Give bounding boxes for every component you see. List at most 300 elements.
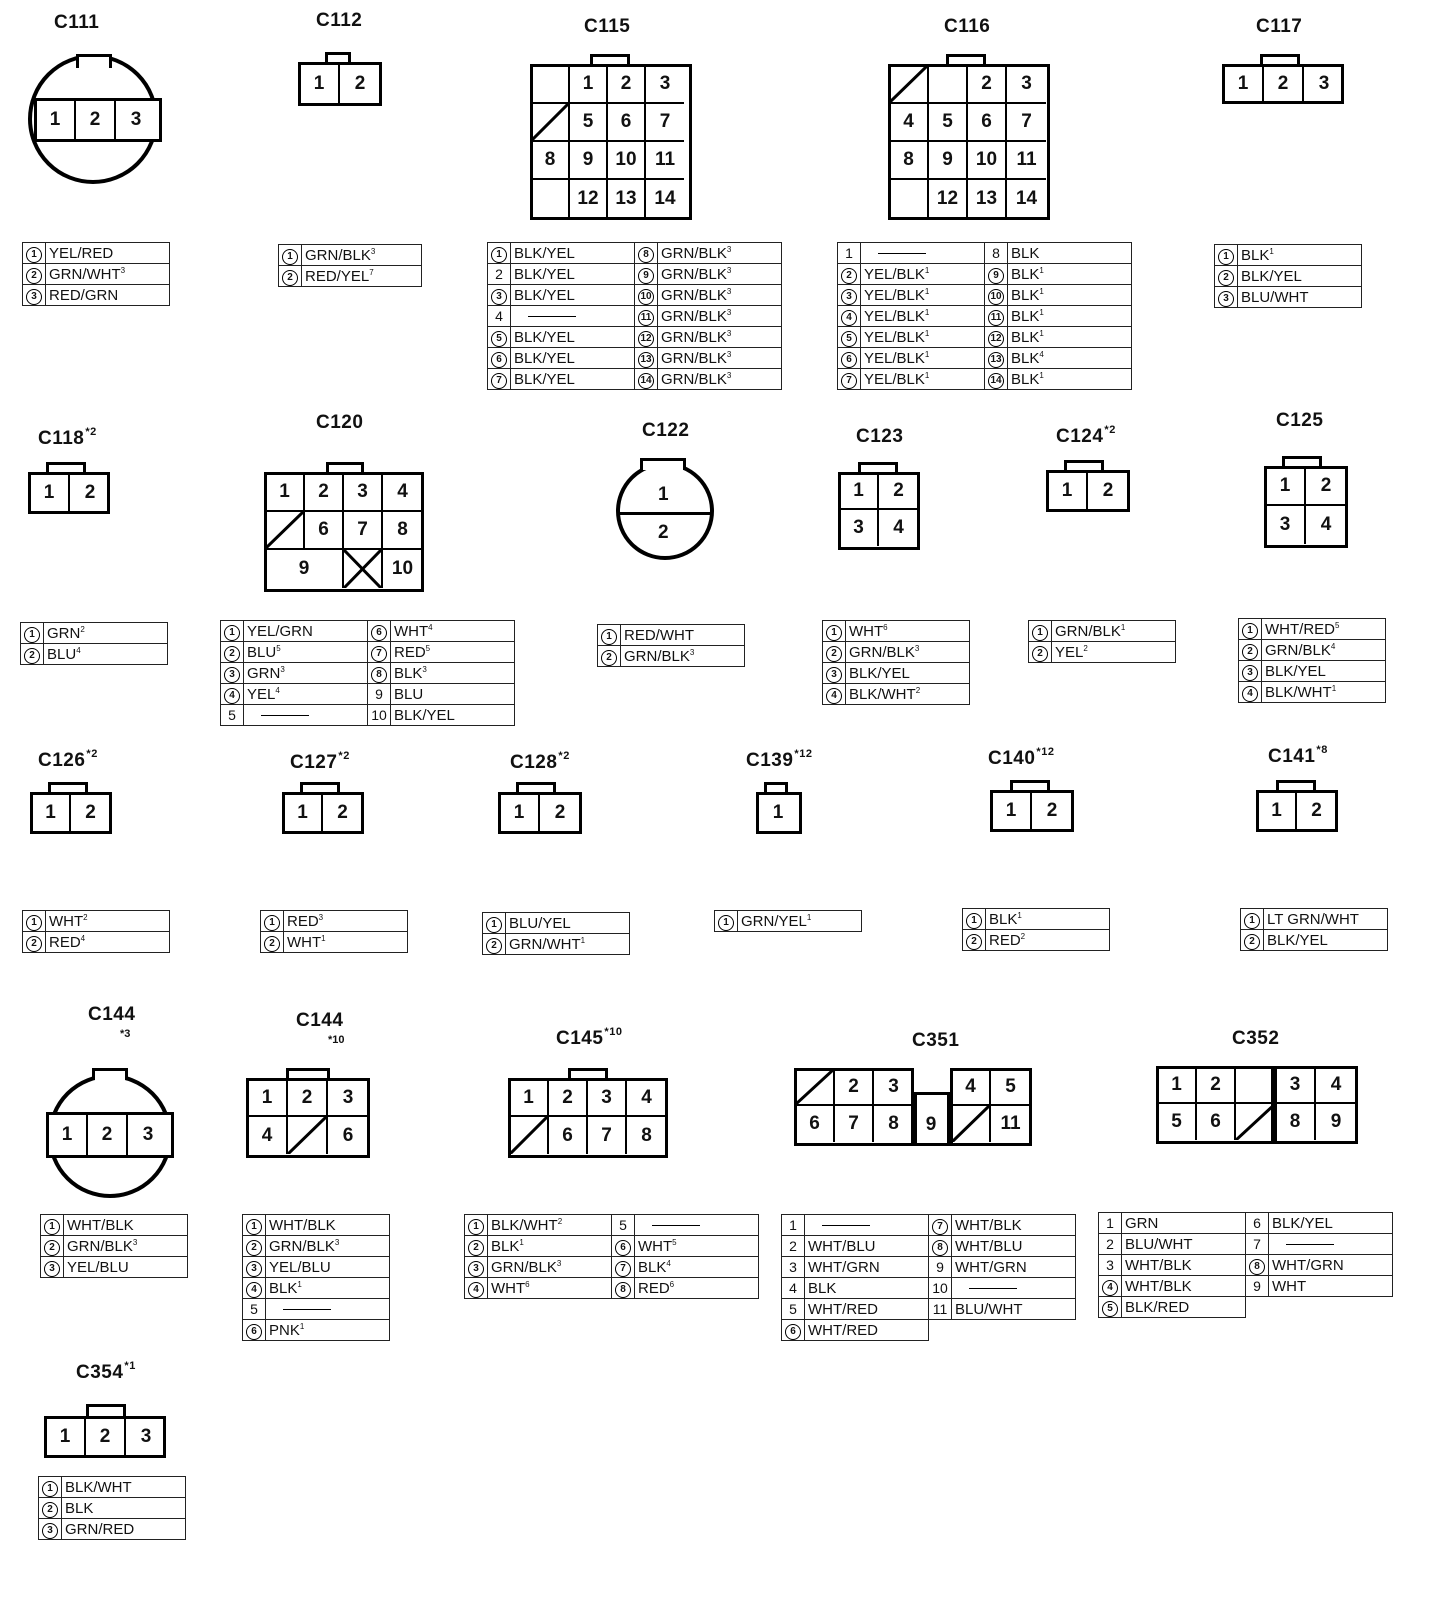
- wire-color-table: [242, 1214, 390, 1341]
- wire-color: WHT/BLK: [1122, 1255, 1246, 1276]
- pin-number: 3: [41, 1257, 64, 1278]
- pin-cavity: 10: [968, 142, 1007, 180]
- connector-note: *2: [558, 750, 570, 762]
- pin-cavity: 2: [354, 73, 366, 94]
- pin-number: 1: [488, 243, 511, 264]
- pin-number: 3: [23, 285, 46, 306]
- connector-note: *2: [86, 748, 98, 760]
- pin-number: 1: [23, 243, 46, 264]
- connector-face: [30, 474, 110, 512]
- pin-cavity: 1: [992, 792, 1032, 830]
- wire-color: BLU/WHT: [1238, 287, 1362, 308]
- wire-color: BLK$^1$: [1008, 306, 1132, 327]
- wire-color: YEL/BLK$^1$: [861, 327, 985, 348]
- pin-cavity: 2: [337, 802, 348, 823]
- wire-color-table: [1238, 618, 1386, 703]
- pin-number: 6: [243, 1320, 266, 1341]
- pin-cavity: 3: [130, 109, 142, 130]
- connector-face: [510, 1080, 666, 1154]
- connector-id: C140: [988, 748, 1036, 769]
- unused-line: [878, 253, 926, 254]
- wire-color: BLK$^1$: [1238, 245, 1362, 266]
- pin-cavity: 1: [36, 100, 76, 140]
- pin-number: 2: [823, 642, 846, 663]
- pin-cavity: 3: [140, 1426, 152, 1447]
- pin-number: 1: [715, 911, 738, 932]
- wire-color-table: [22, 242, 170, 306]
- pin-number: 2: [465, 1236, 488, 1257]
- pin-number: 1: [465, 1215, 488, 1236]
- pin-number: 4: [838, 306, 861, 327]
- wire-color: GRN: [1122, 1213, 1246, 1234]
- connector-title: [88, 1004, 135, 1026]
- pin-cavity: 2: [835, 1070, 874, 1106]
- connector-title: [556, 1028, 622, 1050]
- connector-id: C354: [76, 1362, 124, 1383]
- pin-number: 6: [368, 621, 391, 642]
- pin-number: 2: [1029, 642, 1052, 663]
- pin-cavity: 8: [532, 142, 570, 180]
- pin-number: 7: [488, 369, 511, 390]
- connector-title: [54, 12, 99, 34]
- wire-color-table: [38, 1476, 186, 1540]
- pin-cavity: 3: [1318, 73, 1330, 94]
- connector-face: [48, 1114, 168, 1156]
- pin-number: [1246, 1297, 1269, 1318]
- pin-number: 11: [929, 1299, 952, 1320]
- wire-color-table: [22, 910, 170, 953]
- pin-cavity: 1: [1158, 1068, 1197, 1104]
- wire-color-table: [278, 244, 422, 287]
- unused-line: [969, 1288, 1017, 1289]
- pin-number: 1: [838, 243, 861, 264]
- connector-face: [248, 1080, 368, 1154]
- wire-color: GRN$^2$: [44, 623, 168, 644]
- wire-color: WHT/BLK: [1122, 1276, 1246, 1297]
- wire-color: WHT/RED: [805, 1320, 929, 1341]
- pin-number: 2: [261, 932, 284, 953]
- pin-number: 3: [243, 1257, 266, 1278]
- pin-number: [929, 1320, 952, 1341]
- connector-id: C123: [856, 426, 904, 447]
- pin-number: 2: [488, 264, 511, 285]
- wire-color: BLK: [62, 1498, 186, 1519]
- wire-color: WHT$^6$: [846, 621, 970, 642]
- wire-color: BLK$^1$: [1008, 285, 1132, 306]
- wire-color-table: [1214, 244, 1362, 308]
- wire-color: RED/WHT: [621, 625, 745, 646]
- pin-number: 7: [929, 1215, 952, 1236]
- pin-cavity: 5: [570, 104, 608, 142]
- pin-number: 1: [41, 1215, 64, 1236]
- wire-color: BLK/YEL: [511, 369, 635, 390]
- wire-color: GRN/WHT$^1$: [506, 934, 630, 955]
- wire-color: GRN/BLK$^1$: [1052, 621, 1176, 642]
- connector-note: *12: [1036, 746, 1055, 758]
- wire-color-table: [597, 624, 745, 667]
- pin-number: 2: [243, 1236, 266, 1257]
- pin-number: 2: [23, 264, 46, 285]
- pin-number: 2: [21, 644, 44, 665]
- pin-number: 9: [368, 684, 391, 705]
- pin-number: 5: [612, 1215, 635, 1236]
- connector-title: [944, 16, 990, 38]
- pin-cavity: 11: [646, 142, 684, 180]
- pin-number: 1: [261, 911, 284, 932]
- wire-color: YEL/BLK$^1$: [861, 306, 985, 327]
- connector-face: [36, 100, 156, 140]
- pin-cavity: 7: [344, 512, 383, 550]
- pin-number: 2: [279, 266, 302, 287]
- connector-face: [796, 1070, 913, 1142]
- connector-face: [500, 794, 580, 832]
- wire-color: GRN/BLK$^3$: [302, 245, 422, 266]
- connector-id: C351: [912, 1030, 960, 1051]
- connector-note: *2: [1104, 424, 1116, 436]
- wire-color: BLK/RED: [1122, 1297, 1246, 1318]
- pin-number: 4: [1239, 682, 1262, 703]
- pin-cavity: 2: [549, 1080, 588, 1117]
- pin-number: 2: [483, 934, 506, 955]
- pin-divider: [620, 512, 710, 515]
- pin-number: 2: [221, 642, 244, 663]
- wire-color: GRN/BLK$^3$: [266, 1236, 390, 1257]
- pin-cavity: 3: [344, 474, 383, 512]
- wire-color: BLU/WHT: [1122, 1234, 1246, 1255]
- pin-cavity: 2: [968, 66, 1007, 104]
- pin-number: 3: [39, 1519, 62, 1540]
- wire-color: [805, 1215, 929, 1236]
- wire-color: BLK: [805, 1278, 929, 1299]
- pin-cavity: 2: [1102, 480, 1114, 501]
- cavity: [890, 180, 929, 218]
- connector-title: [38, 428, 97, 450]
- blank-cavity: [266, 512, 305, 550]
- pin-cavity: 6: [342, 1124, 354, 1146]
- connector-id: C127: [290, 752, 338, 773]
- wire-color: WHT/GRN: [1269, 1255, 1393, 1276]
- pin-number: 9: [929, 1257, 952, 1278]
- pin-number: 8: [985, 243, 1008, 264]
- pin-number: 7: [612, 1257, 635, 1278]
- pin-number: 8: [929, 1236, 952, 1257]
- pin-cavity: 4: [248, 1117, 288, 1154]
- pin-number: 1: [1029, 621, 1052, 642]
- connector-title: [912, 1030, 959, 1052]
- pin-cavity: 2: [85, 802, 96, 823]
- connector-latch: [76, 54, 112, 68]
- pin-number: 7: [368, 642, 391, 663]
- pin-number: 9: [985, 264, 1008, 285]
- pin-cavity: 1: [570, 66, 608, 104]
- pin-number: 13: [985, 348, 1008, 369]
- pin-number: 3: [1215, 287, 1238, 308]
- cavity: [532, 66, 570, 104]
- connector-face: [300, 64, 380, 104]
- connector-title: [290, 752, 350, 774]
- wire-color: WHT$^1$: [284, 932, 408, 953]
- pin-number: 1: [823, 621, 846, 642]
- pin-number: 2: [39, 1498, 62, 1519]
- pin-cavity: 9: [925, 1114, 937, 1135]
- pin-cavity: 1: [46, 1418, 86, 1456]
- unused-line: [261, 715, 309, 716]
- pin-number: 2: [41, 1236, 64, 1257]
- pin-number: 4: [488, 306, 511, 327]
- wire-color: BLK/WHT: [62, 1477, 186, 1498]
- pin-number: 2: [1241, 930, 1264, 951]
- blank-cavity: [288, 1117, 328, 1154]
- pin-cavity: 1: [1048, 472, 1088, 510]
- wire-color: WHT/BLK: [64, 1215, 188, 1236]
- wire-color: RED$^6$: [635, 1278, 759, 1299]
- pin-cavity: 12: [570, 180, 608, 218]
- wire-color: BLK$^4$: [635, 1257, 759, 1278]
- pin-cavity: 3: [1007, 66, 1046, 104]
- pin-cavity: 2: [288, 1080, 328, 1117]
- connector-face: [32, 794, 110, 832]
- pin-number: 6: [488, 348, 511, 369]
- connector-title: [1056, 426, 1116, 448]
- pin-cavity: 12: [929, 180, 968, 218]
- connector-id: C144: [88, 1004, 136, 1025]
- pin-cavity: 1: [658, 484, 670, 505]
- connector-id: C116: [944, 16, 991, 37]
- pin-number: 2: [1099, 1234, 1122, 1255]
- pin-cavity: 1: [248, 1080, 288, 1117]
- pin-number: 4: [782, 1278, 805, 1299]
- wire-color: BLK/YEL: [511, 243, 635, 264]
- wire-color: WHT/GRN: [952, 1257, 1076, 1278]
- connector-face: [266, 474, 422, 588]
- wire-color: WHT$^4$: [391, 621, 515, 642]
- wire-color: GRN/BLK$^3$: [658, 243, 782, 264]
- pin-cavity: 9: [1330, 1111, 1342, 1132]
- wire-color: [952, 1320, 1076, 1341]
- wire-color: YEL/BLU: [266, 1257, 390, 1278]
- pin-number: 1: [483, 913, 506, 934]
- pin-cavity: 8: [888, 1113, 899, 1134]
- wire-color: BLK$^1$: [266, 1278, 390, 1299]
- pin-number: 6: [612, 1236, 635, 1257]
- wire-color: RED/YEL$^7$: [302, 266, 422, 287]
- wire-color-table: [1098, 1212, 1393, 1318]
- pin-number: 1: [221, 621, 244, 642]
- pin-number: 2: [1239, 640, 1262, 661]
- pin-number: 6: [1246, 1213, 1269, 1234]
- connector-title: [76, 1362, 136, 1384]
- pin-cavity: 2: [86, 1418, 126, 1456]
- wire-color: [952, 1278, 1076, 1299]
- pin-number: 2: [598, 646, 621, 667]
- pin-cavity: 1: [32, 794, 71, 832]
- pin-cavity: 4: [383, 474, 422, 512]
- cavity: [929, 66, 968, 104]
- wire-color: GRN/BLK$^3$: [658, 285, 782, 306]
- connector-id: C144: [296, 1010, 344, 1031]
- pin-number: 1: [279, 245, 302, 266]
- connector-face: [952, 1070, 1030, 1142]
- wire-color: BLK/YEL: [511, 285, 635, 306]
- wire-color: GRN/BLK$^3$: [658, 306, 782, 327]
- pin-cavity: 1: [510, 1080, 549, 1117]
- wire-color-table: [464, 1214, 759, 1299]
- pin-cavity: 2: [1264, 66, 1304, 102]
- wire-color-table: [482, 912, 630, 955]
- wire-color: [266, 1299, 390, 1320]
- unused-line: [528, 316, 576, 317]
- wire-color: BLU/WHT: [952, 1299, 1076, 1320]
- pin-cavity: 1: [1224, 66, 1264, 102]
- pin-cavity: 2: [88, 1114, 128, 1156]
- wire-color: [1269, 1234, 1393, 1255]
- connector-id: C117: [1256, 16, 1303, 37]
- wire-color: YEL/BLK$^1$: [861, 285, 985, 306]
- wire-color: BLK$^1$: [986, 909, 1110, 930]
- cavity: [1236, 1068, 1275, 1104]
- pin-cavity: 6: [305, 512, 344, 550]
- pin-cavity: 8: [1276, 1104, 1316, 1140]
- wire-color: GRN/BLK$^3$: [621, 646, 745, 667]
- wire-color: BLK/WHT$^2$: [846, 684, 970, 705]
- pin-cavity: 6: [968, 104, 1007, 142]
- pin-cavity: 3: [1266, 506, 1306, 544]
- pin-number: 5: [838, 327, 861, 348]
- pin-number: 1: [21, 623, 44, 644]
- pin-cavity: 2: [1197, 1068, 1236, 1104]
- wire-color: BLK$^1$: [1008, 369, 1132, 390]
- pin-number: 5: [488, 327, 511, 348]
- blank-cavity: [952, 1106, 991, 1142]
- wire-color: BLK$^3$: [391, 663, 515, 684]
- wire-color: [511, 306, 635, 327]
- wire-color: WHT/BLU: [805, 1236, 929, 1257]
- pin-cavity: 4: [893, 517, 904, 538]
- connector-title: [316, 412, 363, 434]
- connector-title: [1268, 746, 1328, 768]
- wire-color: YEL/BLK$^1$: [861, 369, 985, 390]
- pin-cavity: 3: [142, 1124, 154, 1145]
- pin-number: 8: [1246, 1255, 1269, 1276]
- connector-face: [284, 794, 362, 832]
- pin-number: 8: [612, 1278, 635, 1299]
- wire-color: [244, 705, 368, 726]
- wire-color: GRN/BLK$^3$: [658, 327, 782, 348]
- pin-number: 5: [782, 1299, 805, 1320]
- wire-color: PNK$^1$: [266, 1320, 390, 1341]
- wire-color-table: [837, 242, 1132, 390]
- connector-id: C124: [1056, 426, 1104, 447]
- connector-face: [1224, 66, 1344, 102]
- connector-id: C352: [1232, 1028, 1280, 1049]
- connector-id: C126: [38, 750, 86, 771]
- pin-number: 2: [782, 1236, 805, 1257]
- pin-cavity: 7: [1007, 104, 1046, 142]
- pin-cavity: 6: [1197, 1104, 1236, 1140]
- connector-id: C115: [584, 16, 631, 37]
- pin-cavity: 2: [1046, 800, 1058, 821]
- wire-color: GRN/BLK$^3$: [846, 642, 970, 663]
- connector-note: *12: [794, 748, 813, 760]
- unused-line: [283, 1309, 331, 1310]
- cavity: [532, 180, 570, 218]
- pin-cavity: 1: [300, 64, 340, 104]
- connector-note: *2: [85, 426, 97, 438]
- connector-title: [642, 420, 689, 442]
- pin-number: 3: [782, 1257, 805, 1278]
- connector-face: [758, 794, 798, 832]
- pin-number: 1: [598, 625, 621, 646]
- wire-color: YEL$^4$: [244, 684, 368, 705]
- pin-cavity: 10: [608, 142, 646, 180]
- wire-color: YEL/BLU: [64, 1257, 188, 1278]
- pin-cavity: 6: [608, 104, 646, 142]
- wire-color: GRN/BLK$^4$: [1262, 640, 1386, 661]
- wire-color-table: [220, 620, 515, 726]
- wire-color-table: [714, 910, 862, 932]
- wire-color: GRN/YEL$^1$: [738, 911, 862, 932]
- wire-color-table: [1028, 620, 1176, 663]
- pin-cavity: 1: [48, 1114, 88, 1156]
- pin-number: 4: [243, 1278, 266, 1299]
- pin-number: 1: [782, 1215, 805, 1236]
- pin-cavity: 14: [654, 188, 676, 209]
- wire-color: [861, 243, 985, 264]
- connector-note: *1: [124, 1360, 136, 1372]
- connector-latch: [92, 1068, 128, 1080]
- connector-face: [1276, 1068, 1356, 1140]
- pin-number: 2: [963, 930, 986, 951]
- connector-title: [988, 748, 1054, 770]
- pin-number: 1: [1099, 1213, 1122, 1234]
- wire-color: BLK/YEL: [511, 327, 635, 348]
- pin-cavity: 4: [627, 1080, 666, 1117]
- pin-number: 3: [823, 663, 846, 684]
- pin-number: 3: [488, 285, 511, 306]
- pin-number: 9: [635, 264, 658, 285]
- wire-color: [635, 1215, 759, 1236]
- pin-cavity: 1: [30, 474, 70, 512]
- wire-color: WHT/GRN: [805, 1257, 929, 1278]
- pin-cavity: 3: [1276, 1068, 1316, 1104]
- connector-note: *8: [1316, 744, 1328, 756]
- pin-cavity: 1: [772, 802, 784, 823]
- pin-cavity: 7: [646, 104, 684, 142]
- wire-color: [1269, 1297, 1393, 1318]
- wire-color: WHT/RED: [805, 1299, 929, 1320]
- connector-id: C125: [1276, 410, 1324, 431]
- wire-color: BLK/YEL: [511, 264, 635, 285]
- pin-cavity: 2: [84, 482, 96, 503]
- pin-cavity: 3: [588, 1080, 627, 1117]
- pin-cavity: 4: [1320, 514, 1332, 535]
- pin-number: 8: [635, 243, 658, 264]
- pin-number: 10: [635, 285, 658, 306]
- connector-note: *10: [604, 1026, 623, 1038]
- connector-latch: [640, 458, 686, 470]
- pin-cavity: 9: [570, 142, 608, 180]
- pin-cavity: 2: [554, 802, 566, 823]
- pin-number: 2: [838, 264, 861, 285]
- pin-number: 2: [1215, 266, 1238, 287]
- connector-id: C122: [642, 420, 690, 441]
- wire-color: BLK$^4$: [1008, 348, 1132, 369]
- blank-cavity: [510, 1117, 549, 1154]
- connector-face: [1048, 472, 1128, 510]
- pin-number: 4: [221, 684, 244, 705]
- pin-number: 5: [221, 705, 244, 726]
- connector-id: C120: [316, 412, 364, 433]
